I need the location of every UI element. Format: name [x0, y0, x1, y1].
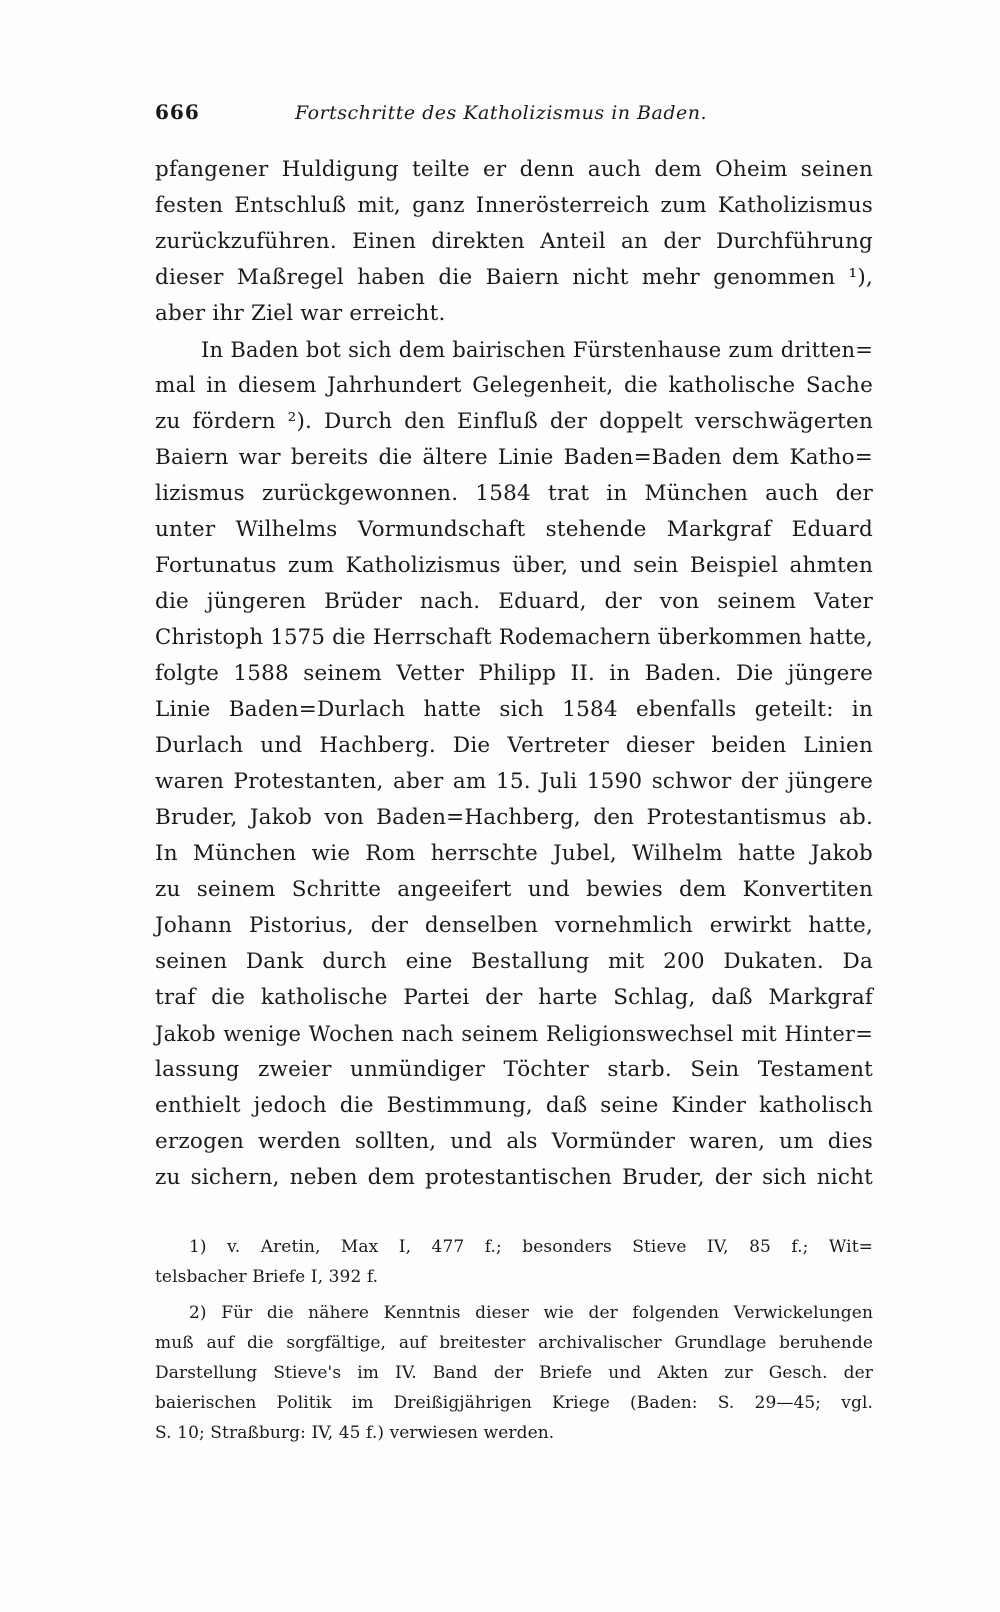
footnote-line: 2) Für die nähere Kenntnis dieser wie der folgenden Verwickelungen	[189, 1303, 873, 1323]
text-line: pfangener Huldigung teilte er denn auch dem Oheim seinen	[155, 157, 873, 182]
text-line: Jakob wenige Wochen nach seinem Religionswechsel mit Hinter=	[155, 1022, 873, 1046]
page-header	[155, 100, 875, 132]
page-number: 666	[155, 100, 200, 124]
text-line: Baiern war bereits die ältere Linie Baden=Baden dem Katho=	[155, 445, 873, 470]
text-line: Linie Baden=Durlach hatte sich 1584 ebenfalls geteilt: in	[155, 697, 873, 722]
running-head: Fortschritte des Katholizismus in Baden.	[295, 102, 708, 124]
text-line: die jüngeren Brüder nach. Eduard, der von seinem Vater	[155, 589, 873, 614]
text-line: Durlach und Hachberg. Die Vertreter dieser beiden Linien	[155, 733, 873, 758]
text-line: traf die katholische Partei der harte Schlag, daß Markgraf	[155, 985, 873, 1010]
footnote-line: Darstellung Stieve's im IV. Band der Briefe und Akten zur Gesch. der	[155, 1363, 873, 1383]
text-line: zu fördern ²). Durch den Einfluß der doppelt verschwägerten	[155, 409, 873, 434]
text-line: In Baden bot sich dem bairischen Fürstenhause zum dritten=	[201, 338, 873, 362]
text-line: Bruder, Jakob von Baden=Hachberg, den Protestantismus ab.	[155, 805, 873, 830]
text-line: zu sichern, neben dem protestantischen Bruder, der sich nicht	[155, 1165, 873, 1190]
text-line: Christoph 1575 die Herrschaft Rodemachern überkommen hatte,	[155, 625, 873, 650]
text-line: zurückzuführen. Einen direkten Anteil an der Durchführung	[155, 229, 873, 254]
text-line: unter Wilhelms Vormundschaft stehende Markgraf Eduard	[155, 517, 873, 542]
text-line: enthielt jedoch die Bestimmung, daß seine Kinder katholisch	[155, 1093, 873, 1118]
footnote-line: muß auf die sorgfältige, auf breitester archivalischer Grundlage beruhende	[155, 1333, 873, 1353]
text-line: aber ihr Ziel war erreicht.	[155, 301, 446, 326]
text-line: seinen Dank durch eine Bestallung mit 200 Dukaten. Da	[155, 949, 873, 974]
text-line: In München wie Rom herrschte Jubel, Wilhelm hatte Jakob	[155, 841, 873, 866]
main-text	[155, 152, 873, 1196]
text-line: erzogen werden sollten, und als Vormünder waren, um dies	[155, 1129, 873, 1154]
footnote-line: 1) v. Aretin, Max I, 477 f.; besonders Stieve IV, 85 f.; Wit=	[189, 1237, 873, 1257]
text-line: festen Entschluß mit, ganz Innerösterreich zum Katholizismus	[155, 193, 873, 218]
text-line: mal in diesem Jahrhundert Gelegenheit, die katholische Sache	[155, 373, 873, 398]
footnote-2	[155, 1298, 873, 1448]
text-line: Fortunatus zum Katholizismus über, und sein Beispiel ahmten	[155, 553, 873, 578]
text-line: lizismus zurückgewonnen. 1584 trat in München auch der	[155, 481, 873, 506]
footnotes	[155, 1232, 873, 1448]
footnote-line: baierischen Politik im Dreißigjährigen Kriege (Baden: S. 29—45; vgl.	[155, 1393, 873, 1413]
footnote-line: S. 10; Straßburg: IV, 45 f.) verwiesen werden.	[155, 1423, 555, 1443]
text-line: folgte 1588 seinem Vetter Philipp II. in Baden. Die jüngere	[155, 661, 873, 686]
text-line: Johann Pistorius, der denselben vornehmlich erwirkt hatte,	[155, 913, 873, 938]
text-line: lassung zweier unmündiger Töchter starb. Sein Testament	[155, 1057, 873, 1082]
text-line: waren Protestanten, aber am 15. Juli 1590 schwor der jüngere	[155, 769, 873, 794]
footnote-1	[155, 1232, 873, 1292]
text-line: dieser Maßregel haben die Baiern nicht mehr genommen ¹),	[155, 265, 873, 290]
text-line: zu seinem Schritte angeeifert und bewies dem Konvertiten	[155, 877, 873, 902]
footnote-line: telsbacher Briefe I, 392 f.	[155, 1267, 379, 1287]
